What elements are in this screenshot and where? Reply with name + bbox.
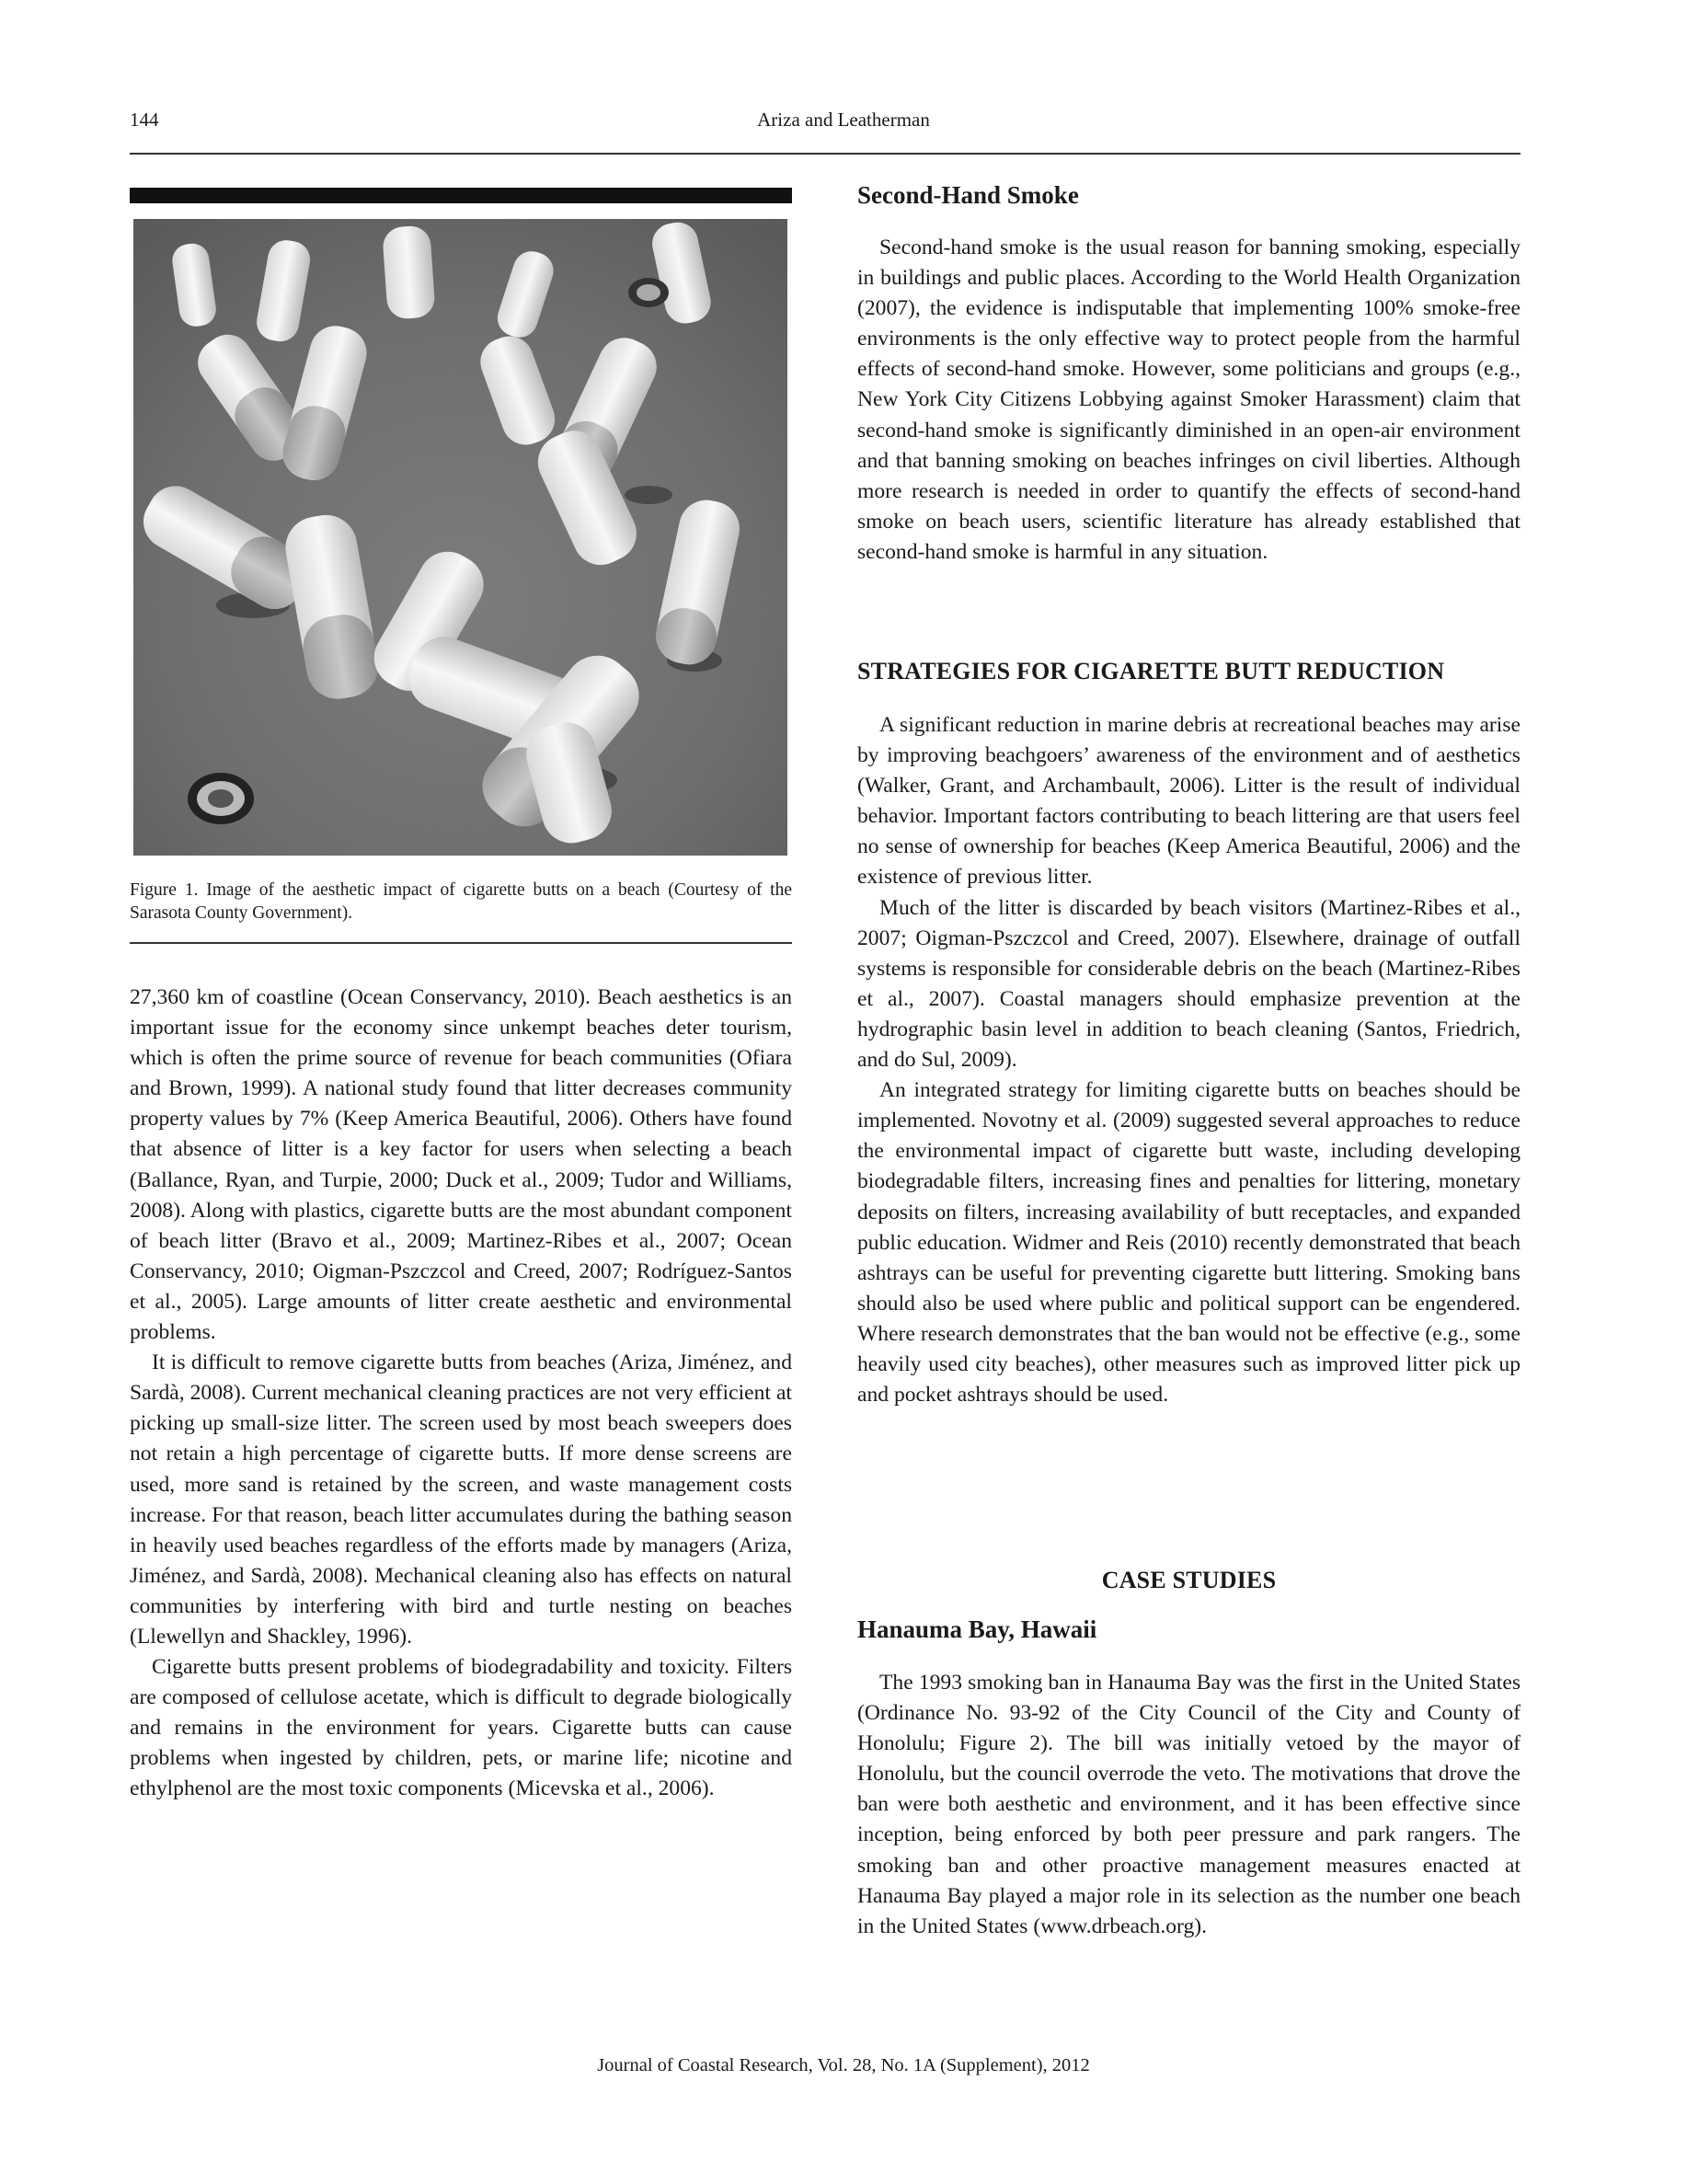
second-hand-paragraph: Second-hand smoke is the usual reason for banning smoking, especially in buildings and public places. According to the World Health Organization (2007), the evidence is indisputable that implementing 100% smoke-free environments is the only effective way to protect people from the harmful effects of second-hand smoke. However, some politicians and groups (e.g., New York City Citizens Lobbying against Smoker Harassment) claim that second-hand smoke is significantly diminished in an open-air environment and that banning smoking on beaches infringes on civil liberties. Although more research is needed in order to quantify the effects of second-hand smoke on beach users, scientific literature has already established that second-hand smoke is harmful in any situation.	[857, 236, 1521, 564]
figure-caption: Figure 1. Image of the aesthetic impact of cigarette butts on a beach (Courtesy of the Sarasota County Government).	[130, 880, 792, 923]
strategies-paragraph-3: An integrated strategy for limiting cigarette butts on beaches should be implemented. Novotny et al. (2009) suggested several approaches to reduce the environmental impact of cigarette butt waste, including developing biodegradable filters, increasing fines and penalties for littering, monetary deposits on filters, increasing availability of butt receptacles, and expanded public education. Widmer and Reis (2010) recently demonstrated that beach ashtrays can be useful for preventing cigarette butt littering. Smoking bans should also be used where public and political support can be engendered. Where research demonstrates that the ban would not be effective (e.g., some heavily used city beaches), other measures such as improved litter pick up and pocket ashtrays should be used.	[857, 1078, 1521, 1408]
left-column-text	[130, 983, 792, 1805]
heading-case-studies: CASE STUDIES	[1101, 1567, 1277, 1593]
page-number: 144	[130, 109, 159, 131]
figure-photo-cigarette-butts	[133, 219, 787, 856]
hanauma-bay-text	[857, 1668, 1521, 1942]
header-rule	[130, 153, 1521, 155]
figure-bottom-rule	[130, 942, 792, 944]
strategies-paragraph-2: Much of the litter is discarded by beach visitors (Martinez-Ribes et al., 2007; Oigman-Pszczcol and Creed, 2007). Elsewhere, drainage of outfall systems is responsible for considerable debris on the beach (Martinez-Ribes et al., 2007). Coastal managers should emphasize prevention at the hydrographic basin level in addition to beach cleaning (Santos, Friedrich, and do Sul, 2009).	[857, 895, 1521, 1073]
heading-strategies: STRATEGIES FOR CIGARETTE BUTT REDUCTION	[857, 658, 1445, 684]
journal-footer: Journal of Coastal Research, Vol. 28, No. 1A (Supplement), 2012	[597, 2055, 1090, 2075]
strategies-text	[857, 710, 1521, 1410]
second-hand-smoke-text	[857, 233, 1521, 568]
heading-hanauma-bay: Hanauma Bay, Hawaii	[857, 1615, 1097, 1643]
left-paragraph-3: Cigarette butts present problems of biodegradability and toxicity. Filters are composed of cellulose acetate, which is difficult to degrade biologically and remains in the environment for years. Cigarette butts can cause problems when ingested by children, pets, or marine life; nicotine and ethylphenol are the most toxic components (Micevska et al., 2006).	[130, 1655, 792, 1801]
figure-top-bar	[130, 188, 792, 203]
left-paragraph-2: It is difficult to remove cigarette butts from beaches (Ariza, Jiménez, and Sardà, 2008). Current mechanical cleaning practices are not very efficient at picking up small-size litter. The screen used by most beach sweepers does not retain a high percentage of cigarette butts. If more dense screens are used, more sand is retained by the screen, and waste management costs increase. For that reason, beach litter accumulates during the bathing season in heavily used beaches regardless of the efforts made by managers (Ariza, Jiménez, and Sardà, 2008). Mechanical cleaning also has effects on natural communities by interfering with bird and turtle nesting on beaches (Llewellyn and Shackley, 1996).	[130, 1351, 792, 1649]
heading-second-hand-smoke: Second-Hand Smoke	[857, 181, 1079, 209]
hanauma-paragraph: The 1993 smoking ban in Hanauma Bay was the first in the United States (Ordinance No. 93-92 of the City Council of the City and County of Honolulu; Figure 2). The bill was initially vetoed by the mayor of Honolulu, but the council overrode the veto. The motivations that drove the ban were both aesthetic and environment, and it has been effective since inception, being enforced by both peer pressure and park rangers. The smoking ban and other proactive management measures enacted at Hanauma Bay played a major role in its selection as the number one beach in the United States (www.drbeach.org).	[857, 1671, 1521, 1938]
left-paragraph-1: 27,360 km of coastline (Ocean Conservancy, 2010). Beach aesthetics is an important issue for the economy since unkempt beaches deter tourism, which is often the prime source of revenue for beach communities (Ofiara and Brown, 1999). A national study found that litter decreases community property values by 7% (Keep America Beautiful, 2006). Others have found that absence of litter is a key factor for users when selecting a beach (Ballance, Ryan, and Turpie, 2000; Duck et al., 2009; Tudor and Williams, 2008). Along with plastics, cigarette butts are the most abundant component of beach litter (Bravo et al., 2009; Martinez-Ribes et al., 2007; Ocean Conservancy, 2010; Oigman-Pszczcol and Creed, 2007; Rodríguez-Santos et al., 2005). Large amounts of litter create aesthetic and environmental problems.	[130, 985, 792, 1345]
running-title: Ariza and Leatherman	[757, 109, 930, 131]
strategies-paragraph-1: A significant reduction in marine debris at recreational beaches may arise by improving beachgoers’ awareness of the environment and of aesthetics (Walker, Grant, and Archambault, 2006). Litter is the result of individual behavior. Important factors contributing to beach littering are that users feel no sense of ownership for beaches (Keep America Beautiful, 2006) and the existence of previous litter.	[857, 713, 1521, 890]
